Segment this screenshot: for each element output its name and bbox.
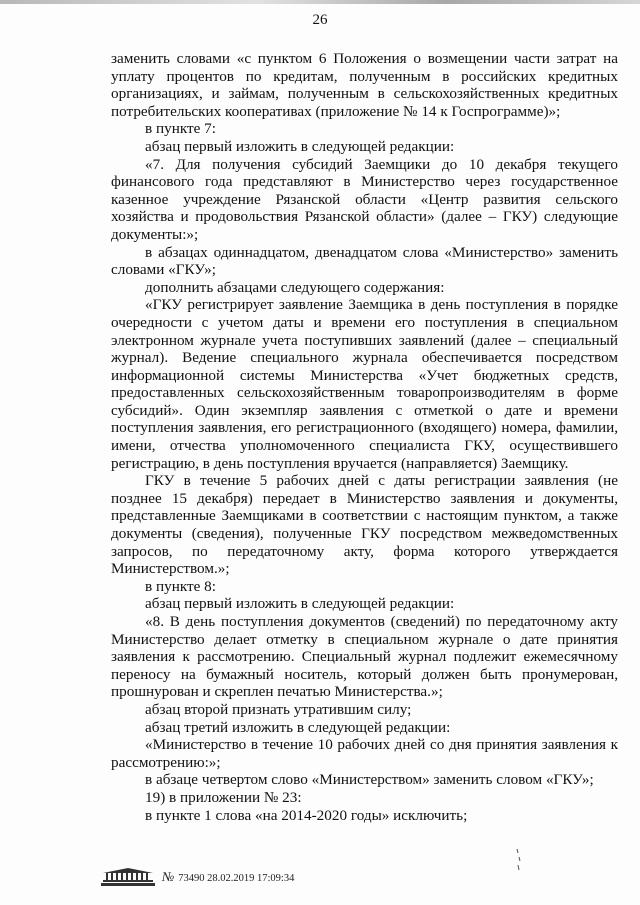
paragraph: в абзацах одиннадцатом, двенадцатом слова «Министерство» заменить словами «ГКУ»; [111, 243, 618, 279]
registration-number-datetime: 73490 28.02.2019 17:09:34 [178, 873, 295, 884]
page-number: 26 [312, 12, 328, 28]
paragraph: «ГКУ регистрирует заявление Заемщика в день поступления в порядке очередности с учетом даты и времени его поступления в специальном электронном журнале учета поступивших заявлений (далее – специальный журнал). Ведение специального журнала обеспечивается посредством информационной системы Министерства «Учет бюджетных средств, предоставленных сельскохозяйственным товаропроизводителям в форме субсидий». Один экземпляр заявления с отметкой о дате и времени поступления заявления, его регистрационного (входящего) номера, фамилии, имени, отчества уполномоченного специалиста ГКУ, осуществившего регистрацию, в день поступления вручается (направляется) Заемщику. [111, 296, 618, 472]
paragraph: абзац второй признать утратившим силу; [145, 700, 412, 718]
paragraph: в пункте 7: [145, 120, 216, 138]
paragraph: в абзаце четвертом слово «Министерством» заменить словом «ГКУ»; [145, 771, 594, 789]
registration-stamp [162, 869, 294, 885]
number-sign: № [162, 869, 175, 884]
paragraph: «7. Для получения субсидий Заемщики до 10 декабря текущего финансового года представляют в Министерство через государственное казенное учреждение Рязанской области «Центр развития сельского хозяйства и продовольствия Рязанской области» (далее – ГКУ) следующие документы:»; [111, 155, 618, 243]
paragraph: дополнить абзацами следующего содержания: [145, 278, 445, 296]
paragraph: «Министерство в течение 10 рабочих дней со дня принятия заявления к рассмотрению:»; [111, 736, 618, 771]
government-building-stamp-icon [100, 867, 156, 887]
document-body [111, 50, 618, 824]
scan-edge-shadow [0, 0, 640, 4]
registration-footer [100, 866, 294, 888]
paragraph: заменить словами «с пунктом 6 Положения о возмещении части затрат на уплату процентов по кредитам, полученным в российских кредитных организациях, и займам, полученным в сельскохозяйственных кредитных потребительских кооперативах (приложение № 14 к Госпрограмме)»; [111, 50, 618, 120]
paragraph: абзац первый изложить в следующей редакции: [145, 137, 455, 155]
paragraph: абзац третий изложить в следующей редакции: [145, 718, 451, 736]
paragraph: в пункте 8: [145, 577, 216, 595]
paragraph: в пункте 1 слова «на 2014-2020 годы» исключить; [145, 806, 468, 824]
paragraph: 19) в приложении № 23: [145, 788, 302, 806]
scan-mark [515, 848, 523, 872]
paragraph: абзац первый изложить в следующей редакции: [145, 595, 455, 613]
paragraph: ГКУ в течение 5 рабочих дней с даты регистрации заявления (не позднее 15 декабря) передает в Министерство заявления и документы, представленные Заемщиками в соответствии с настоящим пунктом, а также документы (сведения), полученные ГКУ посредством межведомственных запросов, по передаточному акту, форма которого утверждается Министерством.»; [111, 472, 618, 578]
paragraph: «8. В день поступления документов (сведений) по передаточному акту Министерство делает отметку в специальном журнале о дате принятия заявления к рассмотрению. Специальный журнал подлежит ежемесячному переносу на бумажный носитель, который должен быть пронумерован, прошнурован и скреплен печатью Министерства.»; [111, 613, 618, 701]
